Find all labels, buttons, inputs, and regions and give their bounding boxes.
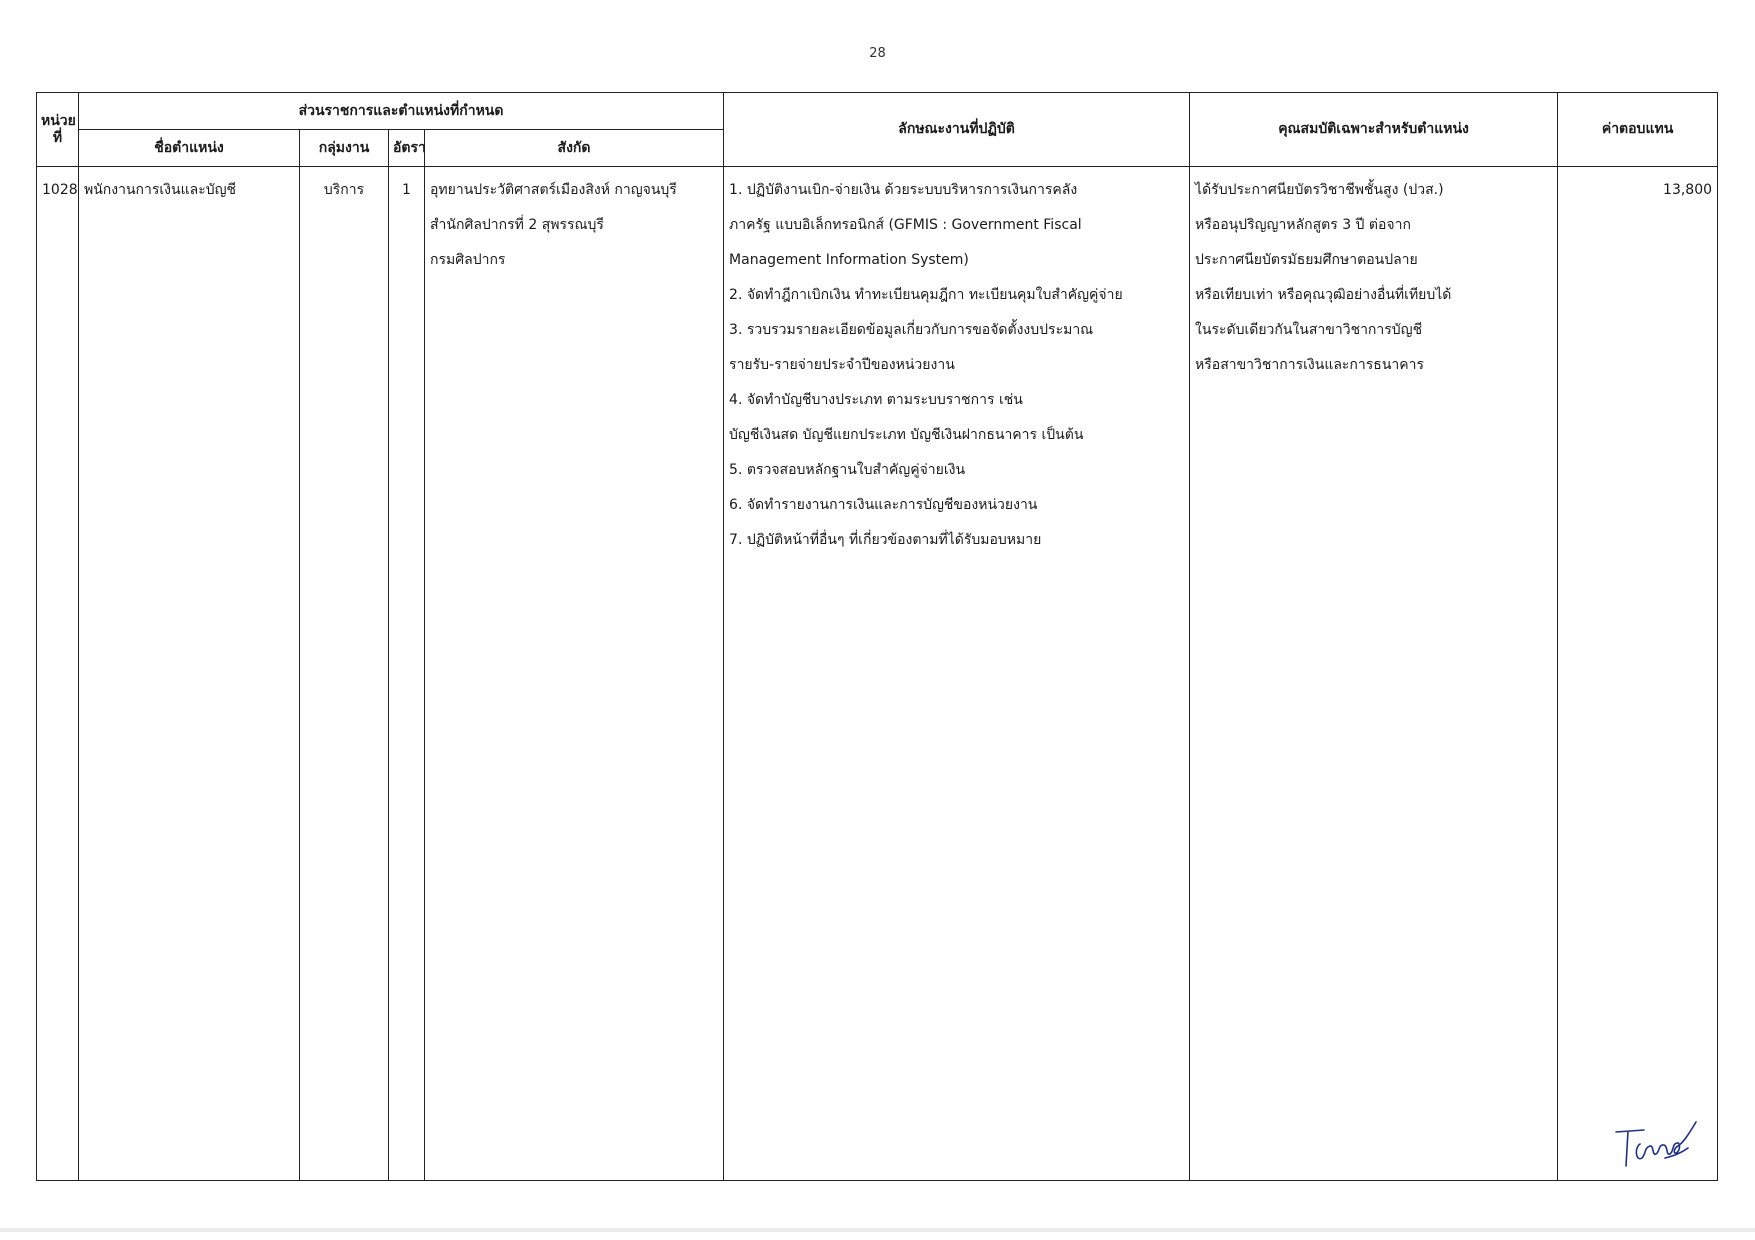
position-table: [36, 92, 1718, 1181]
cell-position-name: พนักงานการเงินและบัญชี: [79, 167, 300, 1181]
header-affiliation: สังกัด: [425, 130, 724, 167]
duty-line: รายรับ-รายจ่ายประจำปีของหน่วยงาน: [729, 357, 955, 373]
duty-line: 3. รวบรวมรายละเอียดข้อมูลเกี่ยวกับการขอจัดตั้งงบประมาณ: [729, 322, 1094, 338]
affiliation-line: สำนักศิลปากรที่ 2 สุพรรณบุรี: [430, 217, 604, 233]
duty-line: 2. จัดทำฎีกาเบิกเงิน ทำทะเบียนคุมฎีกา ทะเบียนคุมใบสำคัญคู่จ่าย: [729, 287, 1123, 303]
duty-line: 4. จัดทำบัญชีบางประเภท ตามระบบราชการ เช่น: [729, 392, 1023, 408]
header-group-title: ส่วนราชการและตำแหน่งที่กำหนด: [79, 93, 724, 130]
header-rate: อัตรา: [389, 130, 425, 167]
duty-line: 1. ปฏิบัติงานเบิก-จ่ายเงิน ด้วยระบบบริหารการเงินการคลัง: [729, 182, 1078, 198]
header-unit-no-line-1: หน่วย: [41, 112, 76, 129]
duty-line: 7. ปฏิบัติหน้าที่อื่นๆ ที่เกี่ยวข้องตามที่ได้รับมอบหมาย: [729, 532, 1042, 548]
duty-line: 6. จัดทำรายงานการเงินและการบัญชีของหน่วยงาน: [729, 497, 1038, 513]
header-duties: ลักษณะงานที่ปฏิบัติ: [724, 93, 1190, 167]
cell-rate: 1: [389, 167, 425, 1181]
cell-duties: [724, 167, 1190, 1181]
duty-line: ภาครัฐ แบบอิเล็กทรอนิกส์ (GFMIS : Government Fiscal: [729, 217, 1082, 233]
duty-line: 5. ตรวจสอบหลักฐานใบสำคัญคู่จ่ายเงิน: [729, 462, 966, 478]
table-row: [37, 167, 1718, 1181]
signature-icon: [1610, 1118, 1700, 1178]
qualification-line: หรืออนุปริญญาหลักสูตร 3 ปี ต่อจาก: [1195, 217, 1411, 233]
cell-compensation: 13,800: [1558, 167, 1718, 1181]
cell-qualifications: [1190, 167, 1558, 1181]
qualification-line: ได้รับประกาศนียบัตรวิชาชีพชั้นสูง (ปวส.): [1195, 182, 1444, 198]
duty-line: Management Information System): [729, 252, 969, 268]
page-number: 28: [869, 46, 886, 61]
qualification-line: ประกาศนียบัตรมัธยมศึกษาตอนปลาย: [1195, 252, 1418, 268]
header-unit-no: [37, 93, 79, 167]
qualification-line: หรือเทียบเท่า หรือคุณวุฒิอย่างอื่นที่เทียบได้: [1195, 287, 1452, 303]
header-position-name: ชื่อตำแหน่ง: [79, 130, 300, 167]
cell-affiliation: [425, 167, 724, 1181]
qualification-line: ในระดับเดียวกันในสาขาวิชาการบัญชี: [1195, 322, 1423, 338]
cell-work-group: บริการ: [300, 167, 389, 1181]
affiliation-line: กรมศิลปากร: [430, 252, 506, 268]
header-qualifications: คุณสมบัติเฉพาะสำหรับตำแหน่ง: [1190, 93, 1558, 167]
footer-divider: [0, 1228, 1755, 1232]
affiliation-line: อุทยานประวัติศาสตร์เมืองสิงห์ กาญจนบุรี: [430, 182, 677, 198]
header-unit-no-line-2: ที่: [52, 129, 63, 146]
header-work-group: กลุ่มงาน: [300, 130, 389, 167]
cell-unit-no: 1028: [37, 167, 79, 1181]
header-compensation: ค่าตอบแทน: [1558, 93, 1718, 167]
qualification-line: หรือสาขาวิชาการเงินและการธนาคาร: [1195, 357, 1425, 373]
duty-line: บัญชีเงินสด บัญชีแยกประเภท บัญชีเงินฝากธนาคาร เป็นต้น: [729, 427, 1084, 443]
